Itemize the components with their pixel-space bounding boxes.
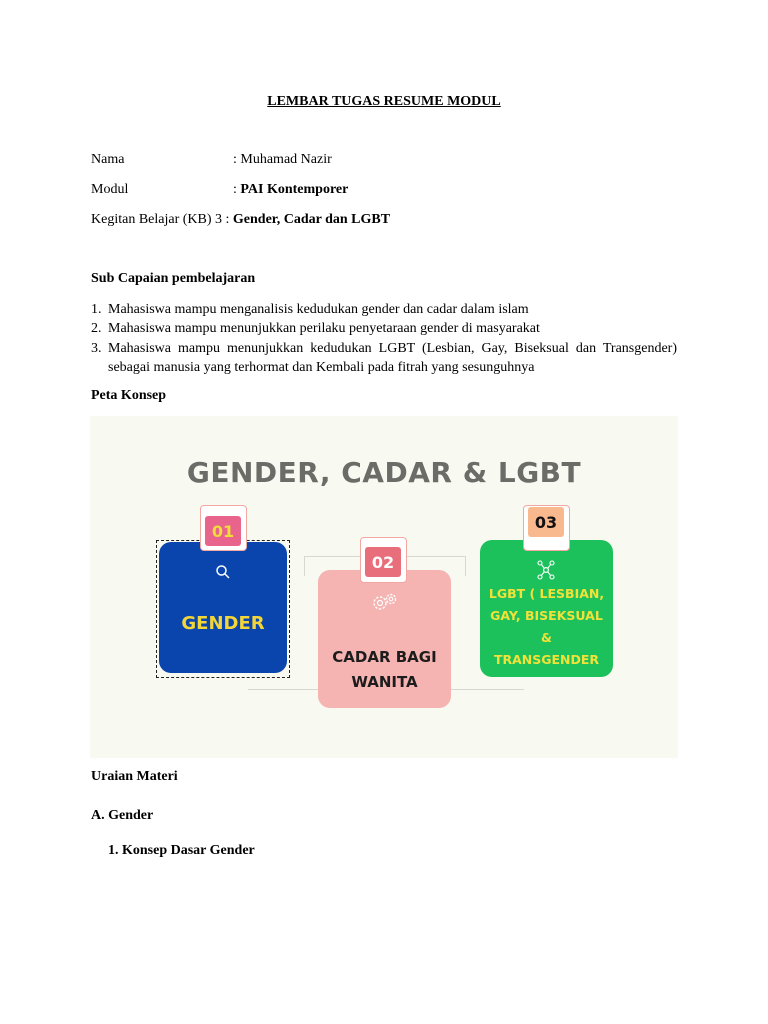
sub-capaian-heading: Sub Capaian pembelajaran xyxy=(91,271,256,286)
section-a-heading: A. Gender xyxy=(91,808,154,823)
list-item-number: 1. xyxy=(91,302,102,317)
card-lgbt-label-line3: & xyxy=(541,630,552,645)
uraian-heading: Uraian Materi xyxy=(91,769,178,784)
card-cadar-label-line1: CADAR BAGI xyxy=(332,648,437,666)
network-icon xyxy=(536,559,556,581)
name-label: Nama xyxy=(91,152,125,167)
connector-line xyxy=(465,556,466,576)
list-item-text: Mahasiswa mampu menganalisis kedudukan gender dan cadar dalam islam xyxy=(108,302,529,317)
card-number-01: 01 xyxy=(205,516,241,546)
card-lgbt-label-line1: LGBT ( LESBIAN, xyxy=(488,586,605,601)
card-lgbt-label-line4: TRANSGENDER xyxy=(493,652,600,667)
card-gender-label: GENDER xyxy=(181,613,265,634)
list-item xyxy=(91,319,677,338)
name-value: : Muhamad Nazir xyxy=(233,152,332,167)
list-item-number: 2. xyxy=(91,321,102,337)
connector-line xyxy=(304,556,305,576)
kb-label: Kegitan Belajar (KB) 3 : xyxy=(91,212,233,227)
kb-value: Gender, Cadar dan LGBT xyxy=(232,212,391,227)
learning-outcomes-list xyxy=(91,300,677,377)
card-cadar-label xyxy=(318,645,451,695)
kb-line xyxy=(91,212,390,228)
document-title: LEMBAR TUGAS RESUME MODUL xyxy=(267,94,501,109)
list-item xyxy=(91,339,677,378)
search-icon xyxy=(215,564,231,580)
card-number-02: 02 xyxy=(365,547,401,577)
list-item xyxy=(91,300,677,319)
module-colon: : xyxy=(233,182,241,197)
subsection-1-heading: 1. Konsep Dasar Gender xyxy=(108,843,255,858)
card-lgbt-label-line2: GAY, BISEKSUAL xyxy=(490,608,603,623)
selection-outline xyxy=(156,540,290,678)
infographic-title: GENDER, CADAR & LGBT xyxy=(186,456,582,489)
list-item-text: Mahasiswa mampu menunjukkan perilaku penyetaraan gender di masyarakat xyxy=(108,321,540,337)
module-value-line xyxy=(233,182,348,198)
card-lgbt-label xyxy=(480,583,613,671)
list-item-text: Mahasiswa mampu menunjukkan kedudukan LGBT (Lesbian, Gay, Biseksual dan Transgender) sebagai manusia yang terhormat dan Kembali pada fitrah yang sesunguhnya xyxy=(108,340,677,375)
list-item-number: 3. xyxy=(91,340,102,356)
concept-map-infographic xyxy=(90,416,678,758)
card-cadar-label-line2: WANITA xyxy=(351,673,418,691)
card-number-03: 03 xyxy=(528,507,564,537)
module-label: Modul xyxy=(91,182,129,197)
peta-konsep-heading: Peta Konsep xyxy=(91,388,167,403)
gears-icon xyxy=(371,592,399,612)
module-value: PAI Kontemporer xyxy=(240,182,349,197)
